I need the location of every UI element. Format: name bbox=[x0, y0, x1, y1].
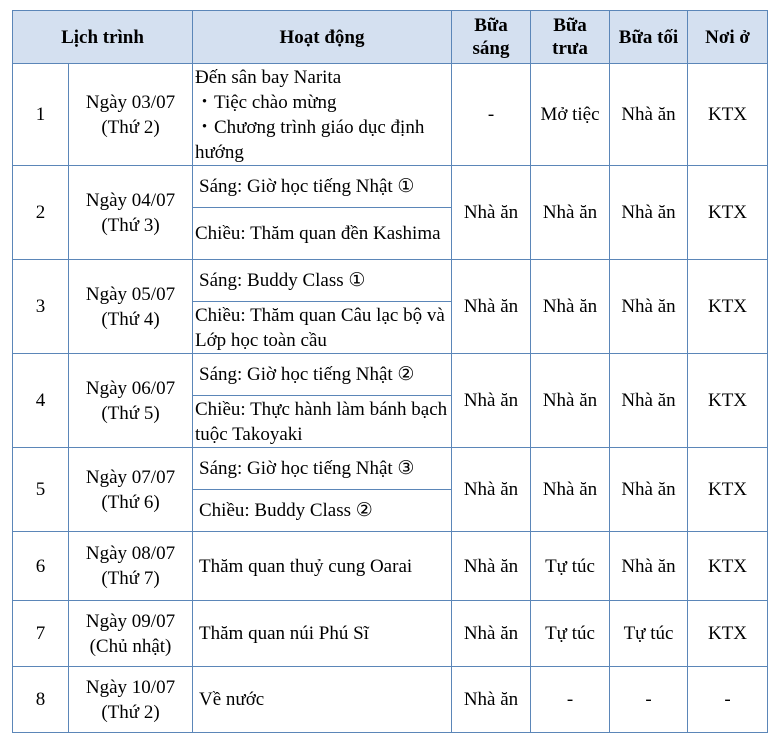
breakfast-cell: Nhà ăn bbox=[452, 601, 531, 667]
lunch-cell: Tự túc bbox=[531, 532, 610, 601]
table-row bbox=[13, 166, 768, 208]
date-text: Ngày 05/07 bbox=[85, 283, 176, 305]
row-number: 5 bbox=[13, 448, 69, 532]
header-breakfast: Bữa sáng bbox=[452, 11, 531, 64]
date-cell bbox=[69, 532, 193, 601]
activity-afternoon: Chiều: Thăm quan đền Kashima bbox=[193, 208, 452, 260]
breakfast-cell: Nhà ăn bbox=[452, 667, 531, 733]
lunch-cell: Nhà ăn bbox=[531, 354, 610, 448]
activity-afternoon: Chiều: Thăm quan Câu lạc bộ và Lớp học toàn cầu bbox=[193, 302, 452, 354]
table-row bbox=[13, 260, 768, 302]
activity-line: Đến sân bay Narita bbox=[195, 66, 342, 88]
date-cell bbox=[69, 667, 193, 733]
header-row bbox=[13, 11, 768, 64]
weekday-text: (Thứ 2) bbox=[101, 701, 160, 723]
dinner-cell: Nhà ăn bbox=[610, 260, 688, 354]
breakfast-cell: Nhà ăn bbox=[452, 260, 531, 354]
table-row bbox=[13, 667, 768, 733]
table-row bbox=[13, 532, 768, 601]
lunch-cell: Tự túc bbox=[531, 601, 610, 667]
lunch-cell: Mở tiệc bbox=[531, 64, 610, 166]
date-text: Ngày 07/07 bbox=[85, 466, 176, 488]
row-number: 6 bbox=[13, 532, 69, 601]
stay-cell: KTX bbox=[688, 448, 768, 532]
breakfast-cell: Nhà ăn bbox=[452, 354, 531, 448]
breakfast-cell: Nhà ăn bbox=[452, 448, 531, 532]
stay-cell: KTX bbox=[688, 354, 768, 448]
activity-line: ・Tiệc chào mừng bbox=[195, 91, 337, 113]
weekday-text: (Thứ 7) bbox=[101, 568, 160, 589]
activity-line: ・Chương trình giáo dục định hướng bbox=[195, 116, 425, 163]
row-number: 7 bbox=[13, 601, 69, 667]
activity-morning: Sáng: Giờ học tiếng Nhật ① bbox=[193, 166, 452, 208]
header-lunch: Bữa trưa bbox=[531, 11, 610, 64]
header-schedule: Lịch trình bbox=[13, 11, 193, 64]
header-dinner: Bữa tối bbox=[610, 11, 688, 64]
row-number: 1 bbox=[13, 64, 69, 166]
stay-cell: KTX bbox=[688, 260, 768, 354]
dinner-cell: Nhà ăn bbox=[610, 64, 688, 166]
lunch-cell: - bbox=[531, 667, 610, 733]
dinner-cell: Nhà ăn bbox=[610, 532, 688, 601]
date-text: Ngày 03/07 bbox=[85, 91, 176, 113]
schedule-table bbox=[12, 10, 768, 733]
date-cell bbox=[69, 260, 193, 354]
activity-cell bbox=[193, 64, 452, 166]
activity-afternoon: Chiều: Buddy Class ② bbox=[193, 490, 452, 532]
weekday-text: (Thứ 6) bbox=[101, 491, 160, 513]
activity-morning: Sáng: Giờ học tiếng Nhật ② bbox=[193, 354, 452, 396]
activity-morning: Sáng: Giờ học tiếng Nhật ③ bbox=[193, 448, 452, 490]
table-row bbox=[13, 354, 768, 396]
breakfast-cell: - bbox=[452, 64, 531, 166]
stay-cell: KTX bbox=[688, 64, 768, 166]
row-number: 4 bbox=[13, 354, 69, 448]
weekday-text: (Chủ nhật) bbox=[89, 635, 172, 657]
dinner-cell: Nhà ăn bbox=[610, 448, 688, 532]
weekday-text: (Thứ 2) bbox=[101, 116, 160, 138]
row-number: 8 bbox=[13, 667, 69, 733]
breakfast-cell: Nhà ăn bbox=[452, 166, 531, 260]
date-cell bbox=[69, 166, 193, 260]
weekday-text: (Thứ 5) bbox=[101, 402, 160, 424]
date-cell bbox=[69, 448, 193, 532]
date-cell bbox=[69, 601, 193, 667]
stay-cell: - bbox=[688, 667, 768, 733]
date-cell bbox=[69, 64, 193, 166]
dinner-cell: Tự túc bbox=[610, 601, 688, 667]
activity-cell: Thăm quan núi Phú Sĩ bbox=[193, 601, 452, 667]
activity-morning: Sáng: Buddy Class ① bbox=[193, 260, 452, 302]
stay-cell: KTX bbox=[688, 532, 768, 601]
lunch-cell: Nhà ăn bbox=[531, 260, 610, 354]
date-cell bbox=[69, 354, 193, 448]
row-number: 2 bbox=[13, 166, 69, 260]
header-activity: Hoạt động bbox=[193, 11, 452, 64]
date-text: Ngày 04/07 bbox=[85, 189, 176, 211]
activity-afternoon: Chiều: Thực hành làm bánh bạch tuộc Takoyaki bbox=[193, 396, 452, 448]
weekday-text: (Thứ 4) bbox=[101, 308, 160, 330]
dinner-cell: - bbox=[610, 667, 688, 733]
breakfast-cell: Nhà ăn bbox=[452, 532, 531, 601]
dinner-cell: Nhà ăn bbox=[610, 354, 688, 448]
date-text: Ngày 09/07 bbox=[85, 610, 176, 632]
stay-cell: KTX bbox=[688, 601, 768, 667]
stay-cell: KTX bbox=[688, 166, 768, 260]
date-text: Ngày 10/07 bbox=[85, 676, 176, 698]
lunch-cell: Nhà ăn bbox=[531, 166, 610, 260]
weekday-text: (Thứ 3) bbox=[101, 214, 160, 236]
activity-cell: Về nước bbox=[193, 667, 452, 733]
lunch-cell: Nhà ăn bbox=[531, 448, 610, 532]
table-row bbox=[13, 448, 768, 490]
row-number: 3 bbox=[13, 260, 69, 354]
dinner-cell: Nhà ăn bbox=[610, 166, 688, 260]
activity-cell: Thăm quan thuỷ cung Oarai bbox=[193, 532, 452, 601]
header-stay: Nơi ở bbox=[688, 11, 768, 64]
date-text: Ngày 06/07 bbox=[85, 377, 176, 399]
date-text: Ngày 08/07 bbox=[85, 543, 176, 564]
table-row bbox=[13, 64, 768, 166]
table-row bbox=[13, 601, 768, 667]
